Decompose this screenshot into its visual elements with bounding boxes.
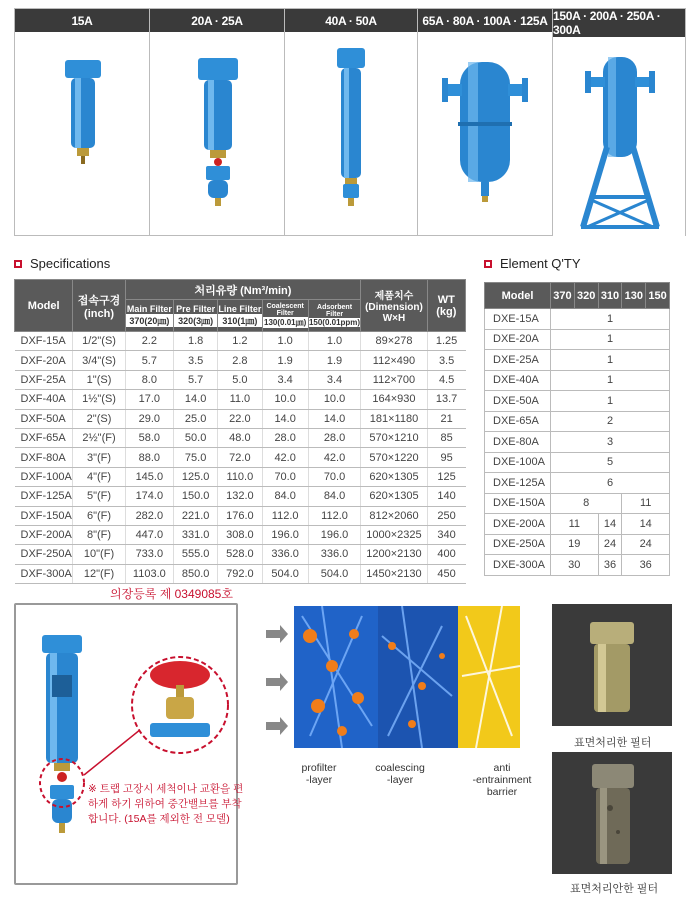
spec-cell: 29.0 [125,409,173,428]
spec-cell: 4"(F) [73,467,125,486]
col-coalescent-filter: Coalescent Filter 130(0.01㎛) [262,300,308,332]
spec-cell: 450 [427,564,465,583]
spec-cell: 10"(F) [73,545,125,564]
element-qty-cell: 30 [551,555,599,576]
element-row [485,309,670,330]
element-model: DXE-200A [485,514,551,535]
spec-cell: 5"(F) [73,487,125,506]
design-registration-number: 의장등록 제 0349085호 [110,587,233,601]
spec-cell: DXF-300A [15,564,73,583]
spec-cell: 88.0 [125,448,173,467]
product-label: 20A · 25A [150,9,284,32]
element-qty-cell: 1 [551,309,670,330]
spec-cell: 6"(F) [73,506,125,525]
col-310: 310 [598,283,622,309]
col-main-filter: Main Filter 370(20㎛) [125,300,173,332]
spec-cell: 145.0 [125,467,173,486]
product-label: 150A · 200A · 250A · 300A [553,9,685,37]
element-row [485,329,670,350]
spec-cell: 733.0 [125,545,173,564]
spec-cell: 112.0 [308,506,360,525]
col-370: 370 [551,283,575,309]
spec-cell: 150.0 [173,487,217,506]
spec-row [15,370,466,389]
spec-cell: DXF-200A [15,525,73,544]
spec-cell: 140 [427,487,465,506]
element-model: DXE-150A [485,493,551,514]
spec-cell: DXF-100A [15,467,73,486]
spec-row [15,332,466,351]
element-qty-cell: 3 [551,432,670,453]
spec-cell: 570×1220 [361,448,427,467]
element-row [485,391,670,412]
spec-cell: 447.0 [125,525,173,544]
element-model: DXE-50A [485,391,551,412]
spec-cell: DXF-50A [15,409,73,428]
spec-row [15,487,466,506]
spec-cell: DXF-15A [15,332,73,351]
spec-cell: 3.4 [308,370,360,389]
spec-cell: 1.9 [308,351,360,370]
spec-cell: 336.0 [308,545,360,564]
spec-cell: 1.9 [262,351,308,370]
vessel-on-stand-icon [553,37,685,235]
spec-cell: 75.0 [173,448,217,467]
spec-cell: 125 [427,467,465,486]
spec-cell: 1.0 [308,332,360,351]
spec-cell: 5.7 [173,370,217,389]
flanged-vessel-icon [418,32,552,230]
element-row [485,473,670,494]
spec-cell: 196.0 [262,525,308,544]
spec-cell: 164×930 [361,390,427,409]
spec-cell: 1.25 [427,332,465,351]
element-model: DXE-125A [485,473,551,494]
element-model: DXE-300A [485,555,551,576]
spec-cell: 196.0 [308,525,360,544]
spec-cell: 14.0 [308,409,360,428]
element-qty-cell: 1 [551,391,670,412]
element-row [485,514,670,535]
spec-cell: 58.0 [125,428,173,447]
element-row [485,370,670,391]
spec-cell: 1.2 [218,332,262,351]
spec-cell: 14.0 [262,409,308,428]
treated-filter-photo [552,604,672,726]
spec-cell: 3.4 [262,370,308,389]
arrow-right-icon [266,673,288,691]
spec-row [15,564,466,583]
element-qty-cell: 2 [551,411,670,432]
filter-with-valve-icon [16,605,236,883]
spec-cell: 176.0 [218,506,262,525]
spec-row [15,351,466,370]
spec-cell: 21 [427,409,465,428]
spec-cell: 181×1180 [361,409,427,428]
product-col-150a-300a [553,9,685,235]
spec-cell: 3/4"(S) [73,351,125,370]
valve-note: ※ 트랩 고장시 세척이나 교환을 편하게 하기 위하여 중간밸브를 부착합니다. (15A를 제외한 전 모델) [88,783,244,825]
col-dimension: 제품치수 (Dimension) W×H [361,280,427,332]
spec-cell: 570×1210 [361,428,427,447]
spec-cell: 85 [427,428,465,447]
layer-label-coalescing: coalescing -layer [375,762,425,786]
product-label: 15A [15,9,149,32]
layer-label-anti-entrainment: anti -entrainment barrier [472,762,532,798]
element-model: DXE-100A [485,452,551,473]
element-row [485,432,670,453]
spec-cell: 174.0 [125,487,173,506]
spec-cell: 1½"(S) [73,390,125,409]
element-qty-cell: 11 [551,514,599,535]
element-qty-cell: 1 [551,370,670,391]
element-row [485,555,670,576]
spec-cell: 112×700 [361,370,427,389]
filter-with-bowl-icon [150,32,284,230]
spec-cell: 812×2060 [361,506,427,525]
spec-cell: 10.0 [262,390,308,409]
element-qty-cell: 1 [551,329,670,350]
spec-cell: 4.5 [427,370,465,389]
spec-cell: DXF-20A [15,351,73,370]
photo-caption-treated: 표면처리한 필터 [574,737,652,749]
element-qty-cell: 5 [551,452,670,473]
element-model: DXE-65A [485,411,551,432]
spec-row [15,390,466,409]
product-col-15a [15,9,150,235]
element-qty-cell: 36 [598,555,622,576]
spec-cell: DXF-150A [15,506,73,525]
spec-row [15,525,466,544]
spec-cell: 528.0 [218,545,262,564]
spec-row [15,409,466,428]
spec-cell: 13.7 [427,390,465,409]
spec-cell: 70.0 [262,467,308,486]
spec-cell: 11.0 [218,390,262,409]
spec-cell: 2.8 [218,351,262,370]
element-qty-cell: 6 [551,473,670,494]
element-qty-cell: 1 [551,350,670,371]
spec-cell: 1.8 [173,332,217,351]
spec-row [15,428,466,447]
spec-cell: 12"(F) [73,564,125,583]
compact-filter-icon [15,32,149,230]
element-row [485,411,670,432]
spec-cell: 2"(S) [73,409,125,428]
spec-cell: 8.0 [125,370,173,389]
spec-cell: 25.0 [173,409,217,428]
col-flow: 처리유량 (Nm³/min) [125,280,361,300]
spec-cell: 10.0 [308,390,360,409]
element-model: DXE-25A [485,350,551,371]
product-label: 40A · 50A [285,9,417,32]
spec-cell: 331.0 [173,525,217,544]
spec-cell: 110.0 [218,467,262,486]
element-qty-cell: 19 [551,534,599,555]
spec-row [15,467,466,486]
element-row [485,493,670,514]
spec-cell: 221.0 [173,506,217,525]
spec-cell: 132.0 [218,487,262,506]
element-qty-table [484,282,670,576]
spec-cell: DXF-65A [15,428,73,447]
element-qty-cell: 14 [598,514,622,535]
col-130: 130 [622,283,646,309]
bullet-square-icon [484,260,492,268]
spec-cell: 340 [427,525,465,544]
photo-caption-untreated: 표면처리안한 필터 [570,883,659,895]
specifications-heading: Specifications [14,256,110,271]
spec-cell: 95 [427,448,465,467]
element-qty-cell: 24 [622,534,670,555]
col-adsorbent-filter: Adsorbent Filter 150(0.01ppm) [308,300,360,332]
filtration-layers-diagram [262,606,552,754]
element-row [485,534,670,555]
element-model: DXE-250A [485,534,551,555]
spec-cell: 1"(S) [73,370,125,389]
spec-cell: 50.0 [173,428,217,447]
spec-row [15,545,466,564]
spec-cell: 42.0 [308,448,360,467]
spec-cell: DXF-25A [15,370,73,389]
spec-cell: 2.2 [125,332,173,351]
spec-cell: 8"(F) [73,525,125,544]
spec-cell: 5.7 [125,351,173,370]
spec-cell: 42.0 [262,448,308,467]
col-port: 접속구경 (inch) [73,280,125,332]
spec-cell: 850.0 [173,564,217,583]
spec-cell: 112.0 [262,506,308,525]
spec-cell: 5.0 [218,370,262,389]
spec-cell: 28.0 [262,428,308,447]
col-model: Model [15,280,73,332]
element-row [485,452,670,473]
col-320: 320 [574,283,598,309]
spec-cell: 250 [427,506,465,525]
spec-cell: 3.5 [427,351,465,370]
col-weight: WT (kg) [427,280,465,332]
element-model: DXE-80A [485,432,551,453]
spec-cell: 125.0 [173,467,217,486]
arrow-right-icon [266,625,288,643]
spec-cell: 555.0 [173,545,217,564]
specifications-table [14,279,466,584]
spec-cell: 504.0 [308,564,360,583]
spec-cell: 72.0 [218,448,262,467]
spec-cell: 792.0 [218,564,262,583]
element-model: DXE-20A [485,329,551,350]
spec-cell: 3"(F) [73,448,125,467]
spec-cell: 1/2"(S) [73,332,125,351]
spec-cell: 1000×2325 [361,525,427,544]
spec-cell: DXF-125A [15,487,73,506]
spec-cell: 282.0 [125,506,173,525]
spec-cell: 400 [427,545,465,564]
product-label: 65A · 80A · 100A · 125A [418,9,552,32]
col-line-filter: Line Filter 310(1㎛) [218,300,262,332]
untreated-filter-image [552,752,672,874]
spec-cell: DXF-40A [15,390,73,409]
spec-cell: 504.0 [262,564,308,583]
element-qty-cell: 24 [598,534,622,555]
col-pre-filter: Pre Filter 320(3㎛) [173,300,217,332]
spec-cell: 620×1305 [361,487,427,506]
layer-label-profilter: profilter -layer [301,762,337,786]
spec-cell: 1200×2130 [361,545,427,564]
spec-cell: 28.0 [308,428,360,447]
spec-row [15,506,466,525]
spec-cell: 1450×2130 [361,564,427,583]
col-model: Model [485,283,551,309]
untreated-filter-photo [552,752,672,874]
spec-cell: 84.0 [308,487,360,506]
spec-cell: 1.0 [262,332,308,351]
element-model: DXE-40A [485,370,551,391]
col-150: 150 [646,283,670,309]
element-qty-cell: 14 [622,514,670,535]
spec-cell: 48.0 [218,428,262,447]
spec-cell: 308.0 [218,525,262,544]
spec-cell: 14.0 [173,390,217,409]
treated-filter-image [552,604,672,726]
spec-cell: 1103.0 [125,564,173,583]
spec-cell: 112×490 [361,351,427,370]
spec-cell: DXF-80A [15,448,73,467]
spec-cell: DXF-250A [15,545,73,564]
element-qty-heading: Element Q'TY [484,256,581,271]
bullet-square-icon [14,260,22,268]
product-strip [14,8,686,236]
arrow-right-icon [266,717,288,735]
spec-cell: 17.0 [125,390,173,409]
product-col-65a-125a [418,9,553,235]
spec-cell: 3.5 [173,351,217,370]
spec-row [15,448,466,467]
product-col-20a-25a [150,9,285,235]
spec-cell: 89×278 [361,332,427,351]
spec-cell: 336.0 [262,545,308,564]
element-row [485,350,670,371]
tall-filter-icon [285,32,417,230]
spec-cell: 2½"(F) [73,428,125,447]
valve-illustration [14,603,238,885]
spec-cell: 620×1305 [361,467,427,486]
element-model: DXE-15A [485,309,551,330]
spec-cell: 22.0 [218,409,262,428]
product-col-40a-50a [285,9,418,235]
element-qty-cell: 8 [551,493,622,514]
element-qty-cell: 11 [622,493,670,514]
spec-cell: 70.0 [308,467,360,486]
element-qty-cell: 36 [622,555,670,576]
spec-cell: 84.0 [262,487,308,506]
